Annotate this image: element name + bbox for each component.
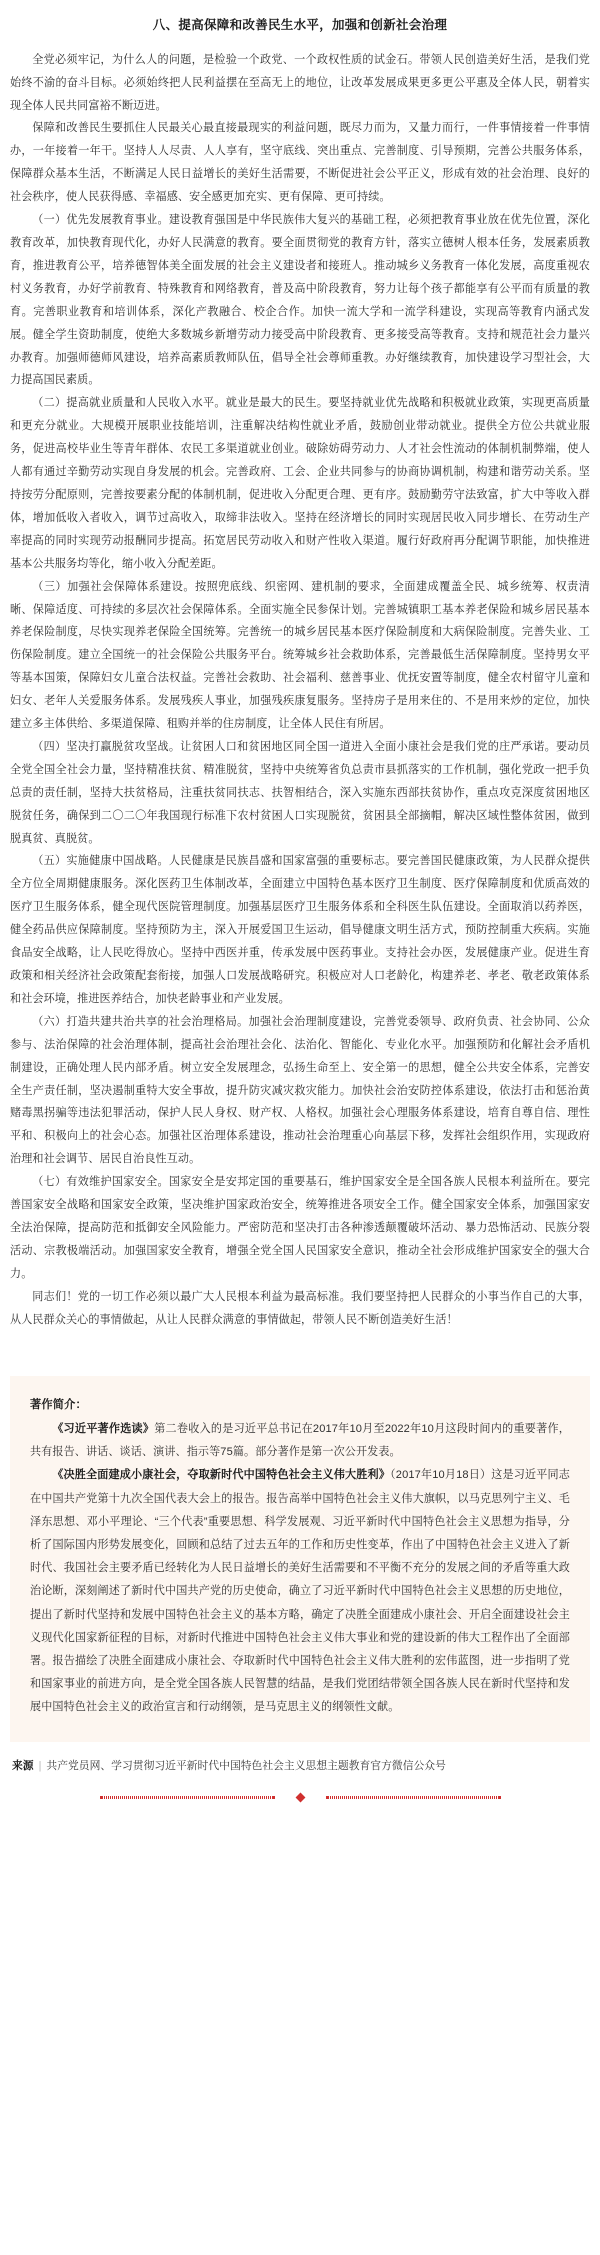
- source-separator: |: [38, 1759, 42, 1772]
- book-intro-paragraph-text: （2017年10月18日）这是习近平同志在中国共产党第十九次全国代表大会上的报告。报告高举中国特色社会主义伟大旗帜，以马克思列宁主义、毛泽东思想、邓小平理论、“三个代表”重要思想、科学发展观、习近平新时代中国特色社会主义思想为指导，分析了国际国内形势发展变化，回顾和总结了过去五年的工作和历史性变革，作出了中国特色社会主义进入了新时代、我国社会主要矛盾已经转化为人民日益增长的美好生活需要和不平衡不充分的发展之间的矛盾等重大政治论断，深刻阐述了新时代中国共产党的历史使命，确立了习近平新时代中国特色社会主义思想的历史地位，提出了新时代坚持和发展中国特色社会主义的基本方略，确定了决胜全面建成小康社会、开启全面建设社会主义现代化国家新征程的目标，对新时代推进中国特色社会主义伟大事业和党的建设新的伟大工程作出了全面部署。报告描绘了决胜全面建成小康社会、夺取新时代中国特色社会主义伟大胜利的宏伟蓝图，进一步指明了党和国家事业的前进方向，是全党全国各族人民智慧的结晶，是我们党团结带领全国各族人民在新时代坚持和发展中国特色社会主义的政治宣言和行动纲领，是马克思主义的纲领性文献。: [30, 1469, 570, 1714]
- paragraph: 同志们！党的一切工作必须以最广大人民根本利益为最高标准。我们要坚持把人民群众的小事当作自己的大事，从人民群众关心的事情做起，从让人民群众满意的事情做起，带领人民不断创造美好生活！: [10, 1290, 590, 1326]
- divider-left-segment: [100, 1796, 275, 1799]
- paragraph: （二）提高就业质量和人民收入水平。就业是最大的民生。要坚持就业优先战略和积极就业政策，实现更高质量和更充分就业。大规模开展职业技能培训，注重解决结构性就业矛盾，鼓励创业带动就业。提供全方位公共就业服务，促进高校毕业生等青年群体、农民工多渠道就业创业。破除妨碍劳动力、人才社会性流动的体制机制弊端，使人人都有通过辛勤劳动实现自身发展的机会。完善政府、工会、企业共同参与的协商协调机制，构建和谐劳动关系。坚持按劳分配原则，完善按要素分配的体制机制，促进收入分配更合理、更有序。鼓励勤劳守法致富，扩大中等收入群体，增加低收入者收入，调节过高收入，取缔非法收入。坚持在经济增长的同时实现居民收入同步增长、在劳动生产率提高的同时实现劳动报酬同步提高。拓宽居民劳动收入和财产性收入渠道。履行好政府再分配调节职能，加快推进基本公共服务均等化，缩小收入分配差距。: [10, 397, 590, 570]
- divider-right-segment: [326, 1796, 501, 1799]
- book-intro-paragraph-text: 第二卷收入的是习近平总书记在2017年10月至2022年10月这段时间内的重要著作，共有报告、讲话、谈话、演讲、指示等75篇。部分著作是第一次公开发表。: [30, 1423, 570, 1459]
- book-title-volume: 《习近平著作选读》: [52, 1423, 155, 1435]
- paragraph: （七）有效维护国家安全。国家安全是安邦定国的重要基石，维护国家安全是全国各族人民根本利益所在。要完善国家安全战略和国家安全政策，坚决维护国家政治安全，统筹推进各项安全工作。健全国家安全体系，加强国家安全法治保障，提高防范和抵御安全风险能力。严密防范和坚决打击各种渗透颠覆破坏活动、暴力恐怖活动、民族分裂活动、宗教极端活动。加强国家安全教育，增强全党全国人民国家安全意识，推动全社会形成维护国家安全的强大合力。: [10, 1176, 590, 1280]
- paragraph: 全党必须牢记，为什么人的问题，是检验一个政党、一个政权性质的试金石。带领人民创造美好生活，是我们党始终不渝的奋斗目标。必须始终把人民利益摆在至高无上的地位，让改革发展成果更多更公平惠及全体人民，朝着实现全体人民共同富裕不断迈进。: [10, 53, 590, 112]
- paragraph: （四）坚决打赢脱贫攻坚战。让贫困人口和贫困地区同全国一道进入全面小康社会是我们党的庄严承诺。要动员全党全国全社会力量，坚持精准扶贫、精准脱贫，坚持中央统筹省负总责市县抓落实的工作机制，强化党政一把手负总责的责任制，坚持大扶贫格局，注重扶贫同扶志、扶智相结合，深入实施东西部扶贫协作，重点攻克深度贫困地区脱贫任务，确保到二〇二〇年我国现行标准下农村贫困人口实现脱贫，贫困县全部摘帽，解决区域性整体贫困，做到脱真贫、真脱贫。: [10, 740, 590, 845]
- paragraph: （三）加强社会保障体系建设。按照兜底线、织密网、建机制的要求，全面建成覆盖全民、城乡统筹、权责清晰、保障适度、可持续的多层次社会保障体系。全面实施全民参保计划。完善城镇职工基本养老保险和城乡居民基本养老保险制度，尽快实现养老保险全国统筹。完善统一的城乡居民基本医疗保险制度和大病保险制度。完善失业、工伤保险制度。建立全国统一的社会保险公共服务平台。统筹城乡社会救助体系，完善最低生活保障制度。坚持男女平等基本国策，保障妇女儿童合法权益。完善社会救助、社会福利、慈善事业、优抚安置等制度，健全农村留守儿童和妇女、老年人关爱服务体系。发展残疾人事业，加强残疾康复服务。坚持房子是用来住的、不是用来炒的定位，加快建立多主体供给、多渠道保障、租购并举的住房制度，让全体人民住有所居。: [10, 580, 590, 731]
- divider-diamond-icon: [295, 1792, 305, 1802]
- source-label: 来源: [12, 1759, 34, 1772]
- book-intro-card: [10, 1376, 590, 1742]
- paragraph: （五）实施健康中国战略。人民健康是民族昌盛和国家富强的重要标志。要完善国民健康政策，为人民群众提供全方位全周期健康服务。深化医药卫生体制改革，全面建立中国特色基本医疗卫生制度、医疗保障制度和优质高效的医疗卫生服务体系，健全现代医院管理制度。加强基层医疗卫生服务体系和全科医生队伍建设。全面取消以药养医，健全药品供应保障制度。坚持预防为主，深入开展爱国卫生运动，倡导健康文明生活方式，预防控制重大疾病。实施食品安全战略，让人民吃得放心。坚持中西医并重，传承发展中医药事业。支持社会办医，发展健康产业。促进生育政策和相关经济社会政策配套衔接，加强人口发展战略研究。积极应对人口老龄化，构建养老、孝老、敬老政策体系和社会环境，推进医养结合，加快老龄事业和产业发展。: [10, 855, 590, 1005]
- book-intro-heading: 著作简介：: [30, 1398, 87, 1411]
- footer: [0, 1742, 600, 1801]
- page-title: 八、提高保障和改善民生水平，加强和创新社会治理: [152, 18, 448, 32]
- paragraph: 保障和改善民生要抓住人民最关心最直接最现实的利益问题，既尽力而为，又量力而行，一件事情接着一件事情办，一年接着一年干。坚持人人尽责、人人享有，坚守底线、突出重点、完善制度、引导预期，完善公共服务体系，保障群众基本生活，不断满足人民日益增长的美好生活需要，不断促进社会公平正义，形成有效的社会治理、良好的社会秩序，使人民获得感、幸福感、安全感更加充实、更有保障、更可持续。: [10, 122, 590, 204]
- paragraph: （一）优先发展教育事业。建设教育强国是中华民族伟大复兴的基础工程，必须把教育事业放在优先位置，深化教育改革，加快教育现代化，办好人民满意的教育。要全面贯彻党的教育方针，落实立德树人根本任务，发展素质教育，推进教育公平，培养德智体美全面发展的社会主义建设者和接班人。推动城乡义务教育一体化发展，高度重视农村义务教育，办好学前教育、特殊教育和网络教育，普及高中阶段教育，努力让每个孩子都能享有公平而有质量的教育。完善职业教育和培训体系，深化产教融合、校企合作。加快一流大学和一流学科建设，实现高等教育内涵式发展。健全学生资助制度，使绝大多数城乡新增劳动力接受高中阶段教育、更多接受高等教育。支持和规范社会力量兴办教育。加强师德师风建设，培养高素质教师队伍，倡导全社会尊师重教。办好继续教育，加快建设学习型社会，大力提高国民素质。: [10, 214, 590, 387]
- article-body: [0, 49, 600, 1332]
- source-text: 共产党员网、学习贯彻习近平新时代中国特色社会主义思想主题教育官方微信公众号: [46, 1759, 446, 1772]
- paragraph: （六）打造共建共治共享的社会治理格局。加强社会治理制度建设，完善党委领导、政府负责、社会协同、公众参与、法治保障的社会治理体制，提高社会治理社会化、法治化、智能化、专业化水平。加强预防和化解社会矛盾机制建设，正确处理人民内部矛盾。树立安全发展理念，弘扬生命至上、安全第一的思想，健全公共安全体系，完善安全生产责任制，坚决遏制重特大安全事故，提升防灾减灾救灾能力。加快社会治安防控体系建设，依法打击和惩治黄赌毒黑拐骗等违法犯罪活动，保护人民人身权、财产权、人格权。加强社会心理服务体系建设，培育自尊自信、理性平和、积极向上的社会心态。加强社区治理体系建设，推动社会治理重心向基层下移，发挥社会组织作用，实现政府治理和社会调节、居民自治良性互动。: [10, 1015, 590, 1166]
- book-intro-paragraph: [30, 1418, 570, 1464]
- source-line: [12, 1758, 588, 1775]
- book-intro-paragraph: [30, 1464, 570, 1719]
- decorative-divider: [12, 1794, 588, 1801]
- book-title-report: 《决胜全面建成小康社会，夺取新时代中国特色社会主义伟大胜利》: [52, 1469, 391, 1482]
